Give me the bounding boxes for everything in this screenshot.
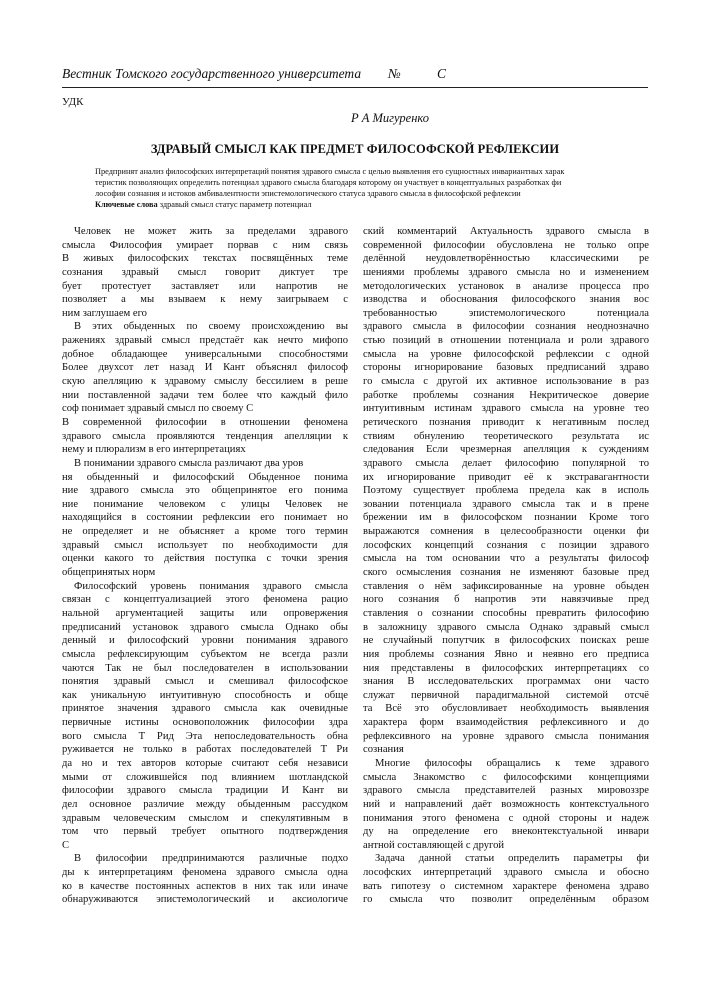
- body-text-line: смысла Философия умирает порвав с ним связь: [62, 239, 348, 251]
- running-header: [62, 66, 662, 86]
- body-text-line: смысла Знакомство с философскими концепциями: [363, 771, 649, 783]
- body-text-line: В живых философских текстах посвящённых теме: [62, 253, 348, 265]
- body-text-line: стороны игнорирование базовых предписаний здраво: [363, 362, 649, 374]
- body-text-line: скую апелляцию к здравому смыслу бессилием в реше: [62, 376, 348, 388]
- body-text-line: здравого смысла проявляются тенденция апелляции к: [62, 430, 348, 442]
- body-text-line: здравого смысла делает философию популярной то: [363, 457, 649, 469]
- abstract-line: теристик позволяющих определить потенциал здравого смысла благодаря которому он участвует в концептуальных разработках фи: [95, 177, 562, 187]
- body-text-line: современной философии обусловлена не только опре: [363, 239, 649, 251]
- body-text-line: здравого смысла в философии сознания неоднозначно: [363, 321, 649, 333]
- article-title: ЗДРАВЫЙ СМЫСЛ КАК ПРЕДМЕТ ФИЛОСОФСКОЙ РЕФЛЕКСИИ: [150, 142, 560, 156]
- body-text-line: ного сознания б напротив эти навязчивые пред: [363, 594, 649, 606]
- body-text-line: в заложницу здравого смысла Однако здравый смысл: [363, 621, 649, 633]
- body-text-line: служат первичной парадигмальной системой отсчё: [363, 689, 649, 701]
- body-text-line: дел основное различие между обыденным рассудком: [62, 798, 348, 810]
- body-text-line: мыми от сложившейся под влиянием шотландской: [62, 771, 348, 783]
- body-text-line: го смысла с другой их активное использование в раз: [363, 376, 649, 388]
- keywords-label: Ключевые слова: [95, 199, 158, 209]
- body-text-line: позволяет а мы взываем к нему заигрываем с: [62, 294, 348, 306]
- body-text-line: руживается не только в работах последователей Т Ри: [62, 744, 348, 756]
- body-text-line: ния представлены в философских интерпретациях со: [363, 662, 649, 674]
- body-text-line: не определяет и не объясняет а кроме того термин: [62, 526, 348, 538]
- body-text-line: лософских интерпретаций здравого смысла и обосно: [363, 867, 649, 879]
- body-text-line: бует протестует заставляет или напротив не: [62, 280, 348, 292]
- body-text-line: методологических установок в анализе процесса про: [363, 280, 649, 292]
- body-text-line: ня обыденный и философский Обыденное понима: [62, 471, 348, 483]
- body-text-line: ды к интерпретациям феномена здравого смысла одна: [62, 867, 348, 879]
- body-text-line: первичные истины основоположник философии здра: [62, 717, 348, 729]
- body-text-line: денный и философский уровни понимания здравого: [62, 635, 348, 647]
- body-text-line: Многие философы обращались к теме здравого: [375, 757, 649, 769]
- body-text-line: работке проблемы сознания Некритическое доверие: [363, 389, 649, 401]
- keywords-line: [95, 200, 635, 211]
- abstract-line: Предпринят анализ философских интерпретаций понятия здравого смысла с целью выявления его сущностных инвариантных харак: [95, 167, 565, 176]
- body-text-line: здравый смысл использует по необходимости для: [62, 539, 348, 551]
- body-text-line: Поэтому существует проблема предела как в исполь: [363, 485, 649, 497]
- body-text-line: их игнорирование приводит её к экстравагантности: [363, 471, 649, 483]
- body-text-line: смысла на том основании что а результаты философ: [363, 553, 649, 565]
- body-text-line: В этих обыденных по своему происхождению вы: [74, 321, 348, 333]
- body-text-line: добное обладающее универсальными способностями: [62, 348, 348, 360]
- body-text-line: да но и тех авторов которые считают себя независи: [62, 757, 348, 769]
- body-text-line: С: [62, 839, 70, 851]
- body-text-line: делённой неудовлетворённостью классическими ре: [363, 253, 649, 265]
- body-text-line: ского осмысления сознания не изменяют базовые пред: [363, 567, 649, 579]
- body-text-line: соф понимает здравый смысл по своему С: [62, 403, 254, 415]
- body-text-line: вого смысла Т Рид Эта непоследовательность обна: [62, 730, 348, 742]
- abstract-line: лософии сознания и истоков амбивалентности эпистемологического статуса здравого смысла в философской рефлексии: [95, 188, 521, 198]
- body-text-line: Более двухсот лет назад И Кант объяснял философ: [62, 362, 348, 374]
- left-text-column: [62, 225, 348, 907]
- body-text-line: общепринятых норм: [62, 567, 156, 579]
- body-text-line: ний и направлений даёт возможность контекстуального: [363, 798, 649, 810]
- body-text-line: ду на определение его внеконтекстуальной инвари: [363, 826, 649, 838]
- body-text-line: том что первый требует опытного подтверждения: [62, 826, 348, 838]
- body-text-line: антной составляющей с другой: [363, 839, 505, 851]
- body-text-line: нии поставленной задачи тем более что каждый фило: [62, 389, 348, 401]
- body-text-line: чаются Так не был последователен в использовании: [62, 662, 348, 674]
- body-text-line: ражениях здравый смысл предстаёт как нечто мифопо: [62, 335, 348, 347]
- body-text-line: шениями проблемы здравого смысла но и изменением: [363, 266, 649, 278]
- body-text-line: выражаются сомнения в целесообразности оценки фи: [363, 526, 649, 538]
- abstract: [95, 167, 635, 211]
- body-text-line: Задача данной статьи определить параметры фи: [375, 853, 649, 865]
- body-text-line: понятия здравый смысл и смешивал философское: [62, 676, 348, 688]
- udk-label: УДК: [62, 96, 84, 108]
- body-text-line: ко в качестве постоянных аспектов в них так или иначе: [62, 880, 348, 892]
- body-text-line: сознания: [363, 744, 404, 756]
- body-text-line: не случайный попутчик в философских поисках реше: [363, 635, 649, 647]
- body-text-line: предписаний установок здравого смысла Однако обы: [62, 621, 348, 633]
- body-text-line: ния проблемы сознания Явно и неявно его предписа: [363, 648, 649, 660]
- body-text-line: Человек не может жить за пределами здравого: [74, 226, 348, 237]
- body-text-line: В философии предпринимаются различные подхо: [74, 853, 348, 865]
- body-text-line: смысла рефлексирующим субъектом не всегда разли: [62, 648, 348, 660]
- body-text-line: ставления о сознании способны превратить философию: [363, 607, 649, 619]
- keywords-text: здравый смысл статус параметр потенциал: [157, 199, 312, 209]
- body-text-line: В понимании здравого смысла различают два уров: [74, 457, 304, 469]
- body-text-line: как уникальную интуитивную способность и обще: [62, 689, 348, 701]
- right-text-column: [363, 225, 649, 907]
- body-text-line: рефлексивного на уровне здравого смысла понимания: [363, 730, 649, 742]
- body-text-line: изводства и обоснования философского знания вос: [363, 294, 649, 306]
- body-text-line: обнаруживаются эпистемологический и аксиологиче: [62, 894, 348, 906]
- body-text-line: ние понимание человеком с улицы Человек не: [62, 498, 348, 510]
- page-label: С: [437, 66, 447, 81]
- body-text-line: Философский уровень понимания здравого смысла: [74, 580, 348, 592]
- body-text-line: философии здравого смысла традиции И Кант ви: [62, 785, 348, 797]
- author-name: Р А Мигуренко: [350, 111, 430, 125]
- body-text-line: характера форм взаимодействия рефлексивного и до: [363, 717, 649, 729]
- body-text-line: связан с концептуализацией этого феномена рацио: [62, 594, 348, 606]
- body-text-line: зовании потенциала здравого смысла так и в прене: [363, 498, 649, 510]
- body-text-line: го смысла что позволит определённым образом: [363, 894, 649, 906]
- body-text-line: требованностью эпистемологического потенциала: [363, 307, 649, 319]
- body-text-line: брежении им в философском познании Кроме того: [363, 512, 649, 524]
- body-text-line: интуитивным истинам здравого смысла на уровне тео: [363, 403, 649, 415]
- body-text-line: В современной философии в отношении феномена: [62, 416, 348, 428]
- body-text-line: лософских концепций сознания с позиции здравого: [363, 539, 649, 551]
- body-text-line: ставления о нём зафиксированные на уровне обыден: [363, 580, 649, 592]
- header-rule: [62, 87, 648, 88]
- body-text-line: смысла на уровне философской рефлексии с одной: [363, 348, 649, 360]
- body-text-line: ретического познания приводит к негативным послед: [363, 416, 649, 428]
- journal-title: Вестник Томского государственного университета: [62, 66, 362, 81]
- body-text-line: ние здравого смысла это общепринятое его понима: [62, 485, 348, 497]
- body-text-line: та Всё это обусловливает необходимость выявления: [363, 703, 649, 715]
- body-text-line: здравым человеческим смыслом и спекулятивным в: [62, 812, 348, 824]
- body-text-line: ним заглушаем его: [62, 307, 147, 319]
- body-text-line: здравого смысла представителей разных мировоззре: [363, 785, 649, 797]
- body-text-line: нему и плюрализм в его интерпретациях: [62, 444, 246, 456]
- body-text-line: находящийся в состоянии рефлексии его понимает но: [62, 512, 348, 524]
- body-text-line: знания В исследовательских программах они часто: [363, 676, 649, 688]
- body-text-line: оценки какого то действия поступка с точки зрения: [62, 553, 348, 565]
- body-text-line: принятое значения здравого смысла как очевидные: [62, 703, 348, 715]
- body-text-line: сознания здравый смысл говорит диктует тре: [62, 266, 348, 278]
- body-text-line: ствиям обнулению теоретического результата ис: [363, 430, 649, 442]
- body-text-line: понимания этого феномена с одной стороны и надеж: [363, 812, 649, 824]
- body-text-line: ский комментарий Актуальность здравого смысла в: [363, 226, 649, 237]
- issue-number-label: №: [388, 66, 401, 81]
- body-text-line: нальной аргументацией защиты или опровержения: [62, 607, 348, 619]
- body-text-line: следования Если чрезмерная апелляция к суждениям: [363, 444, 649, 456]
- body-text-line: стью позиций в отношении потенциала и роли здравого: [363, 335, 649, 347]
- body-text-line: вать гипотезу о системном характере феномена здраво: [363, 880, 649, 892]
